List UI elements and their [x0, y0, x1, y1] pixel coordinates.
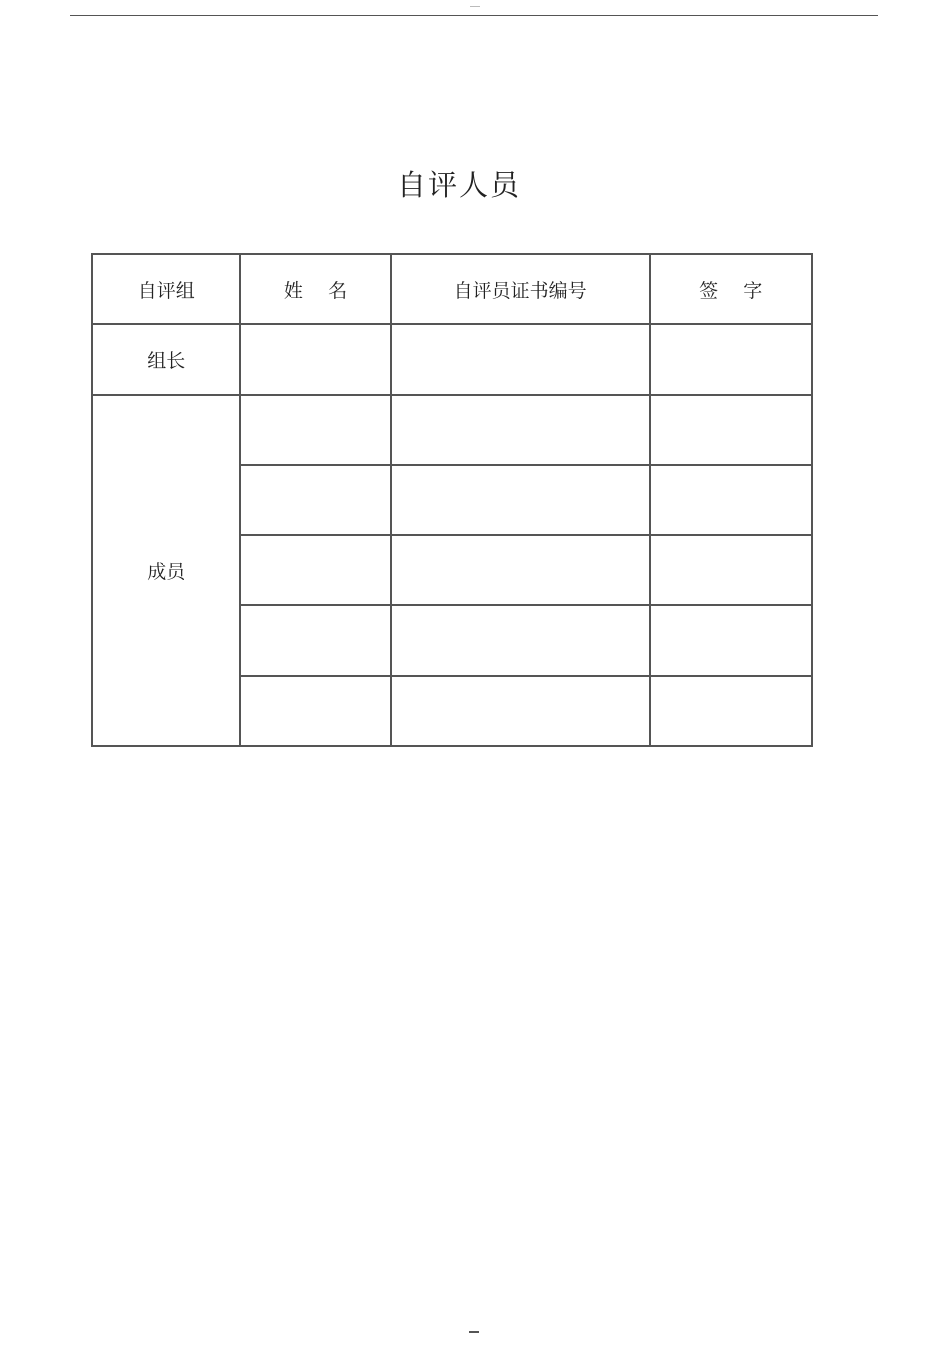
- leader-label: 组长: [92, 324, 240, 394]
- footer-mark: [469, 1331, 479, 1333]
- member-name-cell: [240, 605, 390, 675]
- member-certificate-cell: [391, 535, 650, 605]
- member-name-cell: [240, 465, 390, 535]
- member-name-cell: [240, 395, 390, 465]
- member-certificate-cell: [391, 465, 650, 535]
- member-signature-cell: [650, 395, 812, 465]
- table-header-row: [92, 254, 812, 324]
- leader-signature-cell: [650, 324, 812, 394]
- header-group: 自评组: [92, 254, 240, 324]
- page-title: 自评人员: [396, 168, 521, 202]
- header-name: 姓 名: [240, 254, 390, 324]
- member-signature-cell: [650, 676, 812, 746]
- header-signature: 签 字: [650, 254, 812, 324]
- member-certificate-cell: [391, 605, 650, 675]
- leader-certificate-cell: [391, 324, 650, 394]
- member-name-cell: [240, 535, 390, 605]
- members-label: 成员: [92, 395, 240, 746]
- leader-row: [92, 324, 812, 394]
- header-rule: [70, 15, 878, 16]
- member-certificate-cell: [391, 395, 650, 465]
- member-signature-cell: [650, 605, 812, 675]
- member-name-cell: [240, 676, 390, 746]
- member-row: [92, 395, 812, 465]
- member-signature-cell: [650, 535, 812, 605]
- self-assessment-staff-table: [91, 253, 813, 747]
- header-certificate-number: 自评员证书编号: [391, 254, 650, 324]
- member-certificate-cell: [391, 676, 650, 746]
- member-signature-cell: [650, 465, 812, 535]
- header-mark: [470, 6, 480, 7]
- leader-name-cell: [240, 324, 390, 394]
